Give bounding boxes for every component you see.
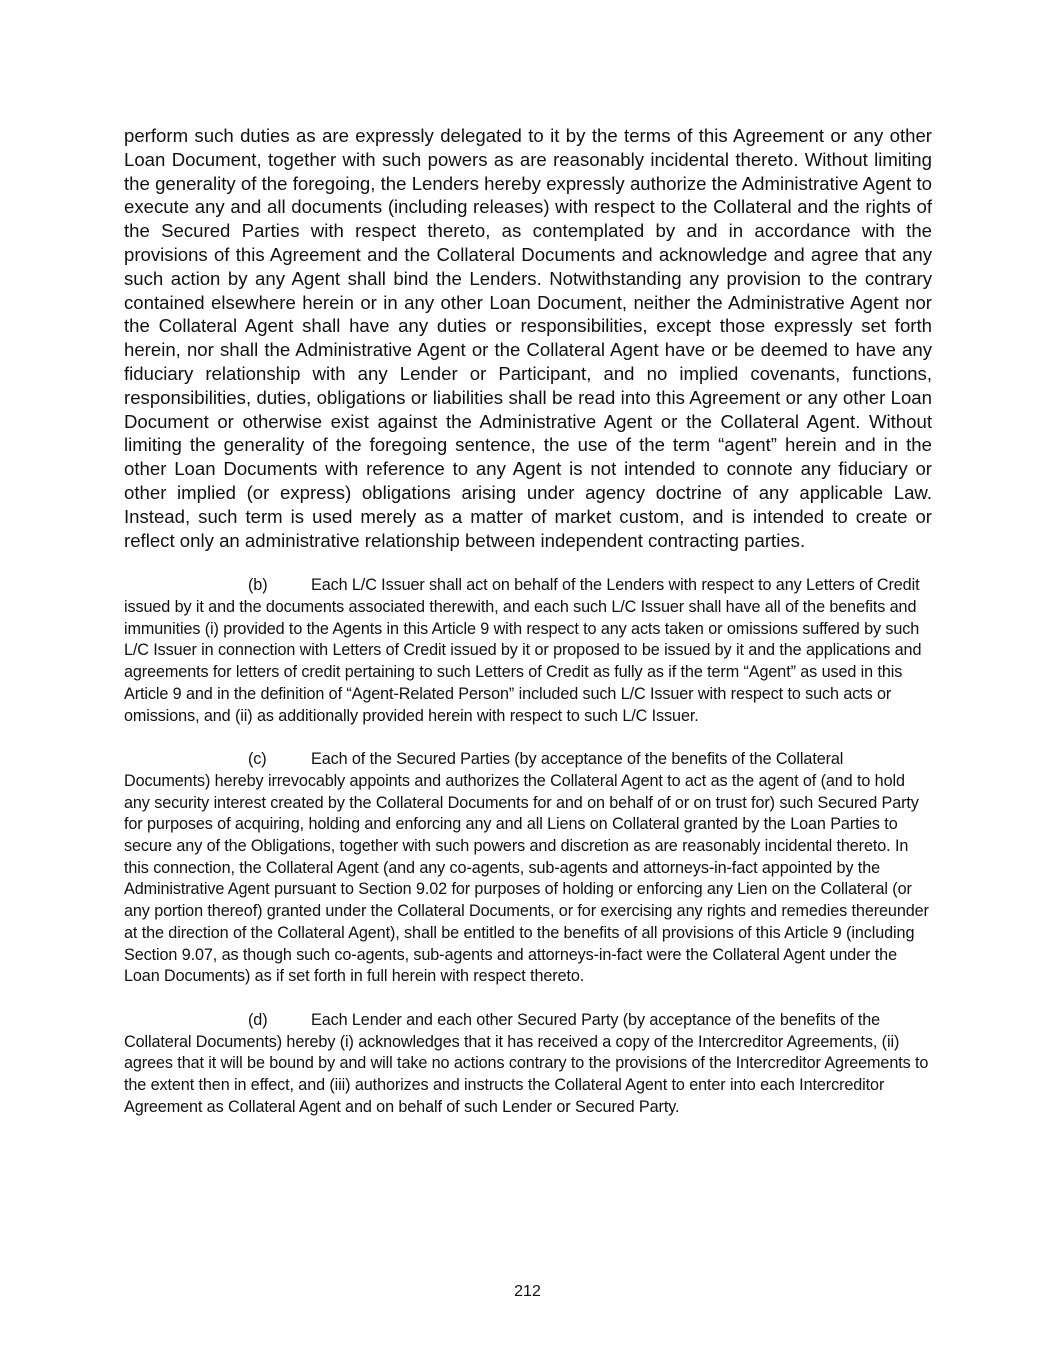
paragraph-b-label: (b): [248, 576, 268, 595]
paragraph-b: [124, 575, 932, 727]
paragraph-d-text: Each Lender and each other Secured Party (by acceptance of the benefits of the Collateral Documents) hereby (i) acknowledges that it has received a copy of the Intercreditor Agreements, (ii) agrees that it will be bound by and will take no actions contrary to the provisions of the Intercreditor Agreements to the extent then in effect, and (iii) authorizes and instructs the Collateral Agent to enter into each Intercreditor Agreement as Collateral Agent and on behalf of such Lender or Secured Party.: [124, 1011, 929, 1116]
document-page: [124, 124, 932, 1119]
page-number: 212: [514, 1283, 541, 1300]
paragraph-c: [124, 749, 932, 988]
paragraph-continuation: perform such duties as are expressly delegated to it by the terms of this Agreement or any other Loan Document, together with such powers as are reasonably incidental thereto. Without limiting the generality of the foregoing, the Lenders hereby expressly authorize the Administrative Agent to execute any and all documents (including releases) with respect to the Collateral and the rights of the Secured Parties with respect thereto, as contemplated by and in accordance with the provisions of this Agreement and the Collateral Documents and acknowledge and agree that any such action by any Agent shall bind the Lenders. Notwithstanding any provision to the contrary contained elsewhere herein or in any other Loan Document, neither the Administrative Agent nor the Collateral Agent shall have any duties or responsibilities, except those expressly set forth herein, nor shall the Administrative Agent or the Collateral Agent have or be deemed to have any fiduciary relationship with any Lender or Participant, and no implied covenants, functions, responsibilities, duties, obligations or liabilities shall be read into this Agreement or any other Loan Document or otherwise exist against the Administrative Agent or the Collateral Agent. Without limiting the generality of the foregoing sentence, the use of the term “agent” herein and in the other Loan Documents with reference to any Agent is not intended to connote any fiduciary or other implied (or express) obligations arising under agency doctrine of any applicable Law. Instead, such term is used merely as a matter of market custom, and is intended to create or reflect only an administrative relationship between independent contracting parties.: [124, 125, 932, 551]
paragraph-d-label: (d): [248, 1011, 268, 1029]
paragraph-d: [124, 1010, 932, 1119]
paragraph-b-text: Each L/C Issuer shall act on behalf of the Lenders with respect to any Letters of Credit issued by it and the documents associated therewith, and each such L/C Issuer shall have all of the benefits and immunities (i) provided to the Agents in this Article 9 with respect to any acts taken or omissions suffered by such L/C Issuer in connection with Letters of Credit issued by it or proposed to be issued by it and the applications and agreements for letters of credit pertaining to such Letters of Credit as fully as if the term “Agent” as used in this Article 9 and in the definition of “Agent-Related Person” included such L/C Issuer with respect to such acts or omissions, and (ii) as additionally provided herein with respect to such L/C Issuer.: [124, 576, 922, 725]
paragraph-c-label: (c): [248, 750, 267, 769]
paragraph-c-text: Each of the Secured Parties (by acceptance of the benefits of the Collateral Documents) hereby irrevocably appoints and authorizes the Collateral Agent to act as the agent of (and to hold any security interest created by the Collateral Documents for and on behalf of or on trust for) such Secured Party for purposes of acquiring, holding and enforcing any and all Liens on Collateral granted by the Loan Parties to secure any of the Obligations, together with such powers and discretion as are reasonably incidental thereto. In this connection, the Collateral Agent (and any co-agents, sub-agents and attorneys-in-fact appointed by the Administrative Agent pursuant to Section 9.02 for purposes of holding or enforcing any Lien on the Collateral (or any portion thereof) granted under the Collateral Documents, or for exercising any rights and remedies thereunder at the direction of the Collateral Agent), shall be entitled to the benefits of all provisions of this Article 9 (including Section 9.07, as though such co-agents, sub-agents and attorneys-in-fact were the Collateral Agent under the Loan Documents) as if set forth in full herein with respect thereto.: [124, 750, 929, 986]
